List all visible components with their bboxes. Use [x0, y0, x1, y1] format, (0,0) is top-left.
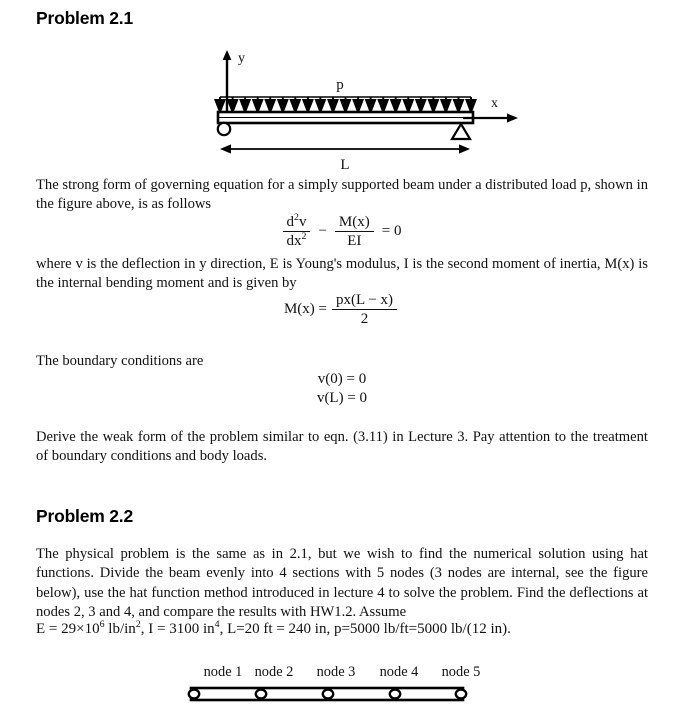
fraction-mx-ei [335, 214, 374, 249]
load-label-p: p [336, 77, 344, 93]
given-separator-1: , I = [140, 621, 166, 637]
node-label-4: node 4 [379, 664, 419, 680]
page-title-problem-2-1: Problem 2.1 [36, 8, 134, 28]
given-I-units: in [202, 621, 215, 637]
page-title-problem-2-2: Problem 2.2 [36, 506, 134, 526]
length-dimension-line [220, 144, 470, 153]
boundary-condition-vL: v(L) = 0 [316, 390, 368, 406]
given-E-exponent: 6 [99, 619, 105, 630]
eq1-den-sup: 2 [301, 231, 307, 243]
eq2-lhs: M(x) = [283, 301, 327, 318]
eq1-num-sup: 2 [294, 212, 299, 223]
eq1-num-v: v [298, 214, 307, 230]
node-mesh-figure [150, 664, 550, 711]
eq1-num-mx: M(x) [335, 214, 374, 232]
beam-diagram-figure [205, 44, 535, 172]
right-pin-support [452, 124, 470, 139]
eq1-operator: − [318, 223, 327, 240]
node-label-1: node 1 [203, 664, 243, 680]
given-E-label: E = [36, 621, 58, 637]
eq1-den-ei: EI [347, 233, 362, 250]
eq1-equals-zero: = 0 [381, 223, 402, 240]
paragraph-strong-form: The strong form of governing equation for a simply supported beam under a distributed load p, shown in the figure above, is as follows [36, 177, 648, 213]
paragraph-hat-functions: The physical problem is the same as in 2.1, but we wish to find the numerical solution using hat functions. Divide the beam evenly into 4 sections with 5 nodes (3 nodes are internal, see the figure below), use the hat function method introduced in lecture 4 to solve the problem. Find the deflections at nodes 2, 3 and 4, and compare the results with HW1.2. Assume [36, 546, 648, 620]
node-beam-svg [150, 684, 550, 708]
given-values-line [36, 620, 648, 639]
left-roller-support [218, 123, 230, 135]
x-axis-label: x [491, 96, 498, 111]
fraction-d2v-dx2 [283, 214, 311, 249]
fraction-pxlx-2 [332, 292, 397, 327]
y-axis-label: y [238, 51, 245, 66]
distributed-load-arrows [215, 97, 475, 112]
node-label-5: node 5 [441, 664, 481, 680]
node-label-3: node 3 [316, 664, 356, 680]
x-axis-arrowhead [507, 113, 518, 122]
paragraph-derive-weak-form: Derive the weak form of the problem similar to eqn. (3.11) in Lecture 3. Pay attention to the treatment of boundary conditions and body loads. [36, 429, 648, 465]
eq2-denominator: 2 [360, 311, 369, 328]
y-axis-arrowhead [223, 50, 232, 60]
paragraph-boundary-conditions: The boundary conditions are [36, 353, 204, 369]
given-separator-2: , L=20 ft = 240 in, p=5000 lb/ft=5000 lb/(12 in). [219, 621, 511, 637]
boundary-condition-v0: v(0) = 0 [317, 371, 367, 387]
eq1-den-dx: dx [286, 233, 302, 250]
node-label-row [150, 664, 550, 684]
equation-bending-moment [0, 292, 684, 327]
given-E-units: lb/in [108, 621, 136, 637]
beam-body [218, 112, 473, 123]
node-marker-1 [189, 690, 199, 699]
length-label-L: L [340, 157, 350, 172]
node-marker-3 [323, 690, 333, 699]
given-E-value: 29×10 [61, 621, 100, 637]
given-I-value: 3100 [169, 621, 200, 637]
equation-strong-form [0, 214, 684, 249]
node-label-2: node 2 [254, 664, 294, 680]
given-I-units-exponent: 4 [214, 619, 220, 630]
node-marker-4 [390, 690, 400, 699]
given-E-units-exponent: 2 [135, 619, 141, 630]
node-marker-5 [456, 690, 466, 699]
eq1-num-d: d [286, 214, 295, 230]
node-marker-2 [256, 690, 266, 699]
paragraph-variable-definitions: where v is the deflection in y direction, E is Young's modulus, I is the second moment of inertia, M(x) is the internal bending moment and is given by [36, 256, 648, 292]
eq2-numerator: px(L − x) [332, 292, 397, 310]
